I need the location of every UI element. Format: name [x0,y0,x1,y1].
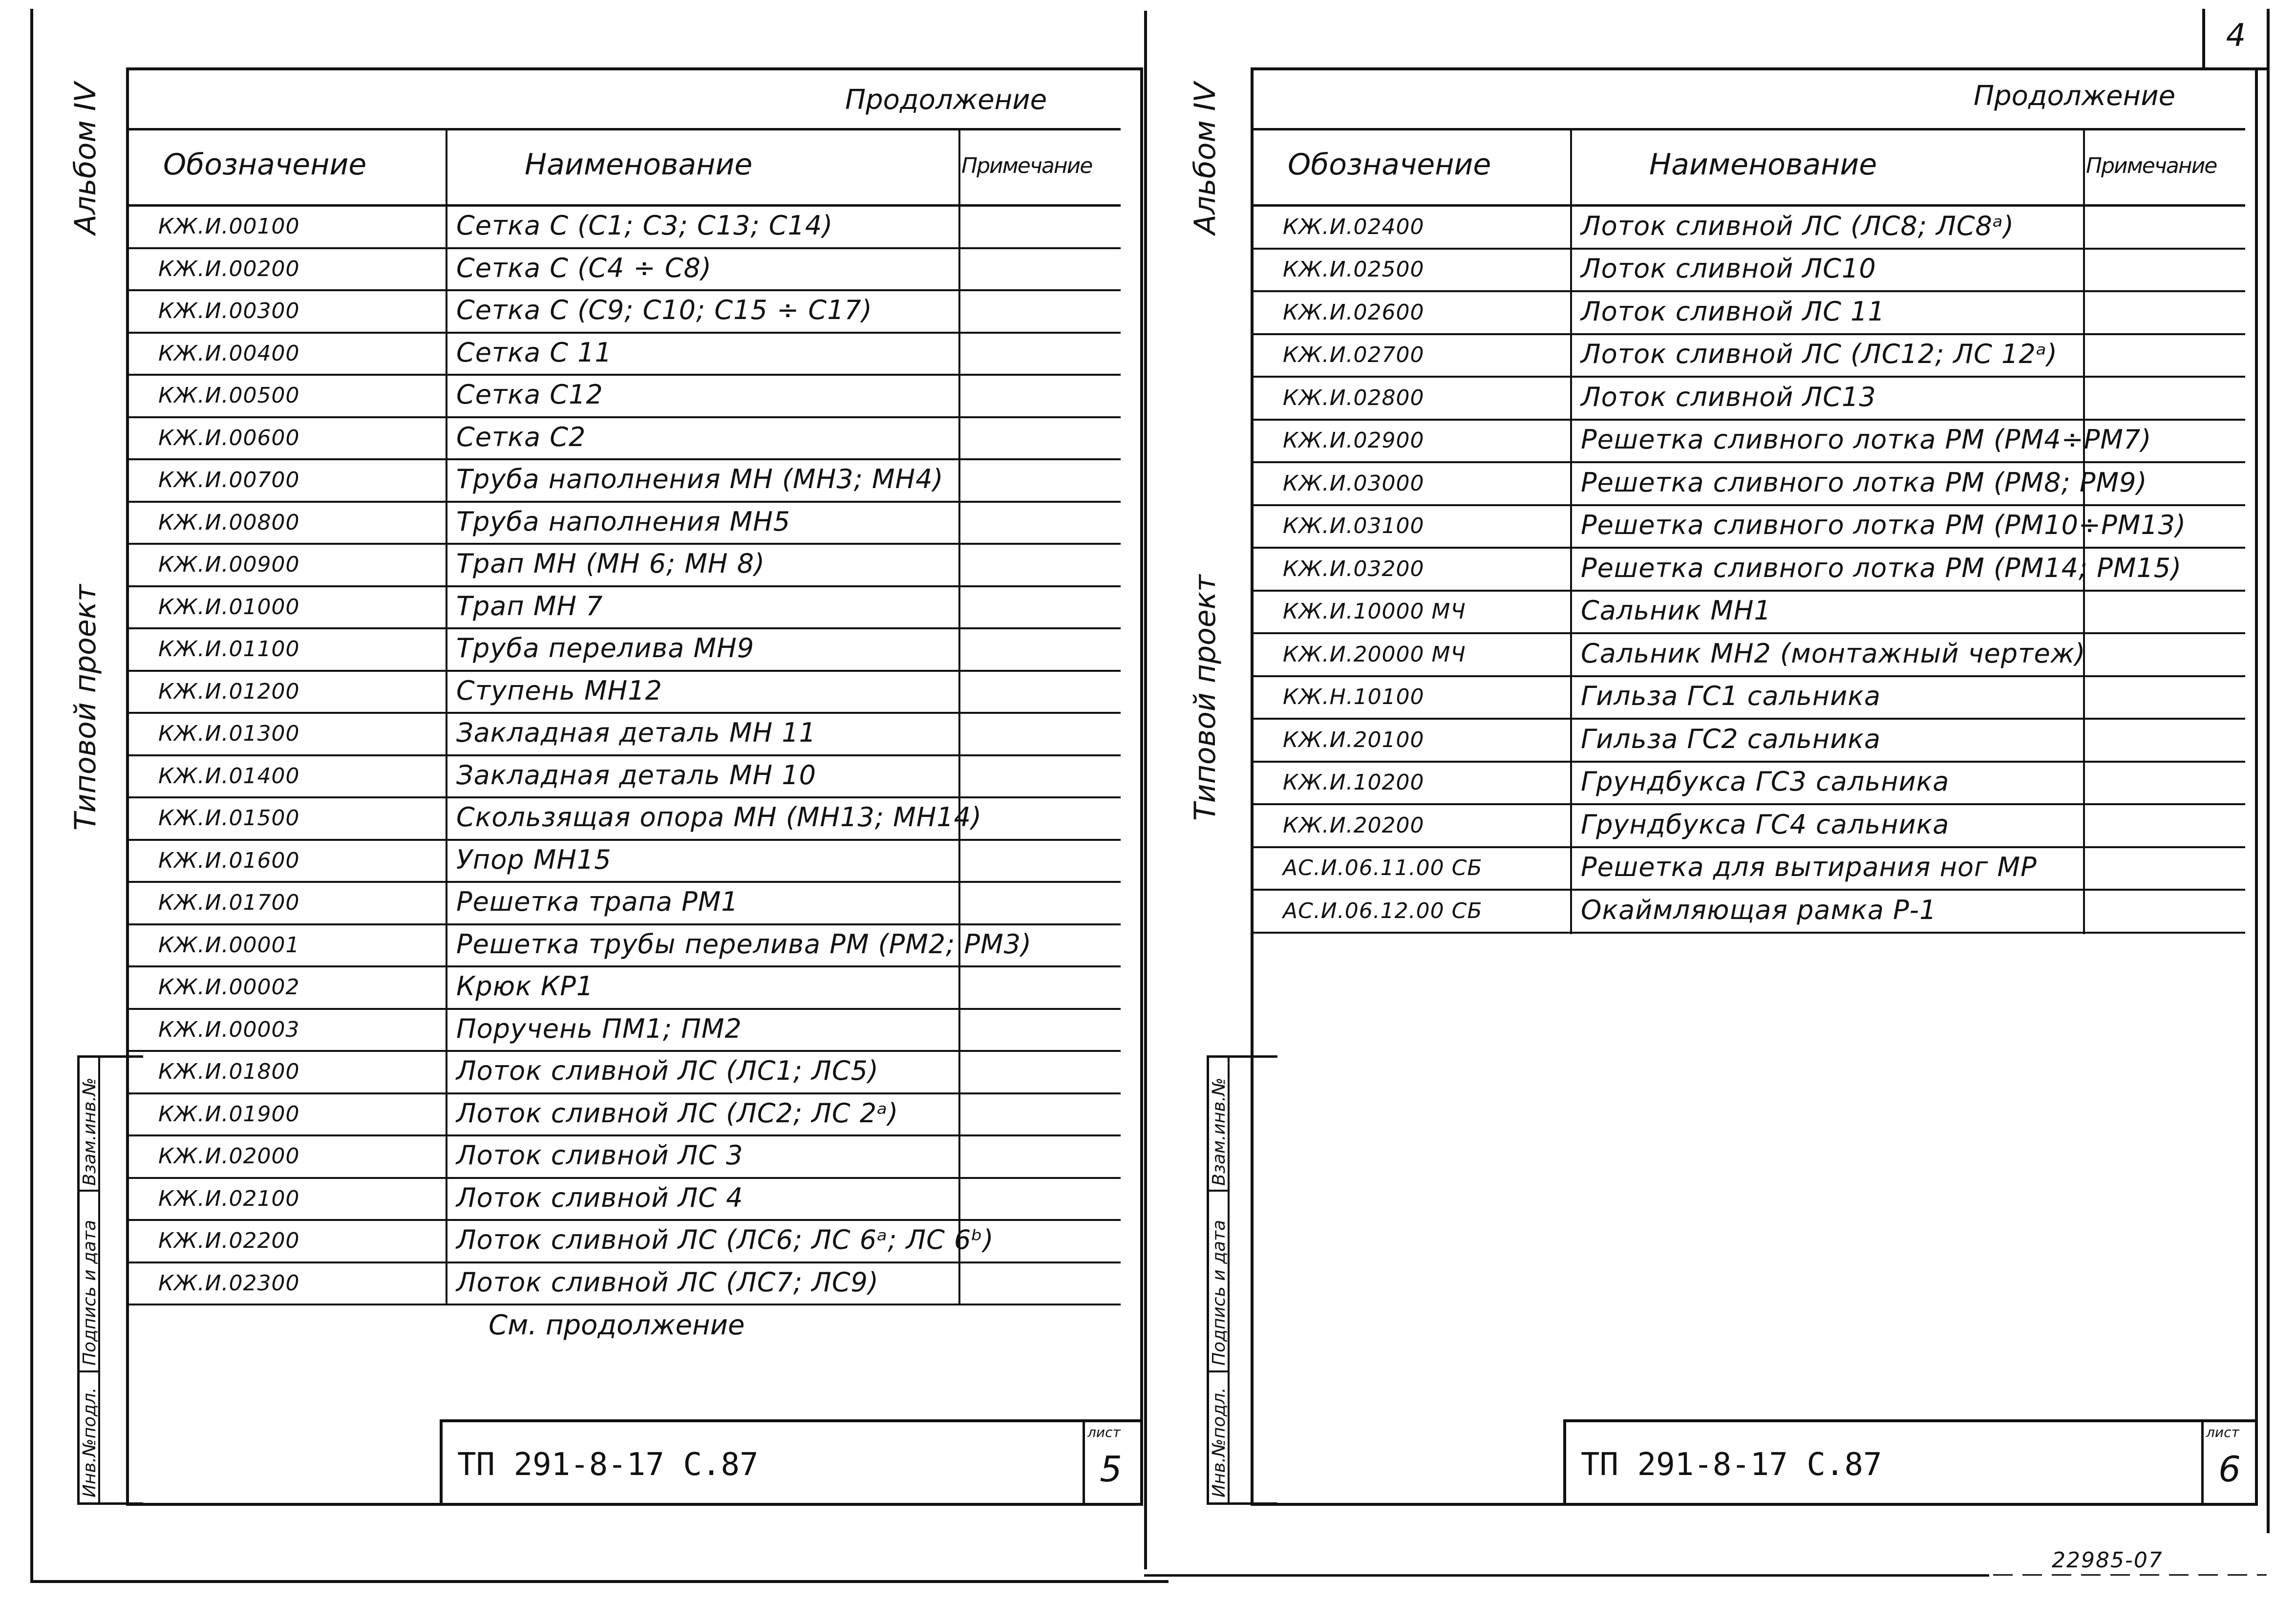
row-designation: КЖ.Н.10100 [1283,684,1424,710]
row-designation: КЖ.И.03200 [1283,556,1424,581]
row-designation: КЖ.И.20200 [1283,813,1424,838]
row-designation: КЖ.И.00300 [158,299,300,324]
row-designation: КЖ.И.00100 [158,214,300,239]
left-continuation-label: Продолжение [845,84,1047,116]
table-row [129,1179,1121,1221]
row-name: Окаймляющая рамка Р-1 [1581,894,1937,925]
outer-frame-bottom-left [30,1580,1169,1583]
row-designation: КЖ.И.00200 [158,256,300,281]
row-name: Гильза ГС2 сальника [1581,723,1881,754]
row-designation: КЖ.И.00800 [158,510,300,535]
row-designation: КЖ.И.01700 [158,890,300,916]
row-name: Сальник МН1 [1581,595,1771,626]
table-row [129,1221,1121,1263]
right-stamp-inv: Инв.№подл. [1209,1387,1229,1497]
row-name: Решетка сливного лотка РМ (РМ4÷РМ7) [1581,424,2152,455]
row-designation: КЖ.И.02600 [1283,299,1424,325]
row-designation: КЖ.И.02000 [158,1144,300,1169]
table-row [129,714,1121,756]
row-designation: КЖ.И.10200 [1283,770,1424,795]
row-name: Грундбукса ГС3 сальника [1581,766,1950,797]
row-name: Сальник МН2 (монтажный чертеж) [1581,638,2086,669]
right-sheet-number: 6 [2218,1449,2241,1490]
table-row [129,291,1121,334]
table-row [129,460,1121,503]
right-project-label: Типовой проект [1188,575,1222,821]
left-title-block [440,1419,1140,1505]
table-row [1254,848,2245,891]
table-row [129,1010,1121,1052]
table-row [129,207,1121,249]
table-row [129,249,1121,292]
row-name: Гильза ГС1 сальника [1581,681,1881,712]
row-designation: КЖ.И.01500 [158,806,300,831]
row-name: Сетка С (С1; С3; С13; С14) [456,210,833,241]
row-name: Лоток сливной ЛС 3 [456,1140,744,1171]
table-row [129,1136,1121,1179]
row-name: Лоток сливной ЛС (ЛС2; ЛС 2ᵃ) [456,1097,899,1129]
row-name: Упор МН15 [456,844,612,875]
row-name: Лоток сливной ЛС13 [1581,381,1876,412]
row-designation: КЖ.И.00002 [158,975,300,1000]
right-stamp-code: ТП 291-8-17 С.87 [1581,1447,1882,1483]
row-designation: КЖ.И.02900 [1283,428,1424,453]
row-name: Лоток сливной ЛС (ЛС8; ЛС8ᵃ) [1581,210,2015,241]
table-row [1254,378,2245,421]
left-stamp-replace: Взам.инв.№ [80,1077,100,1186]
row-designation: КЖ.И.00700 [158,468,300,493]
table-row [129,841,1121,883]
table-row [1254,763,2245,806]
right-continuation-label: Продолжение [1974,80,2176,112]
row-name: Решетка трапа РМ1 [456,886,739,918]
right-stamp-sign: Подпись и дата [1209,1219,1229,1366]
archive-number: 22985-07 [2052,1548,2163,1573]
table-row [129,756,1121,799]
left-see-continuation: См. продолжение [489,1309,745,1341]
row-designation: КЖ.И.02200 [158,1228,300,1254]
row-designation: АС.И.06.11.00 СБ [1283,855,1483,881]
row-name: Лоток сливной ЛС10 [1581,253,1876,284]
row-name: Решетка сливного лотка РМ (РМ10÷РМ13) [1581,510,2187,541]
row-designation: КЖ.И.00900 [158,552,300,577]
row-name: Сетка С (С4 ÷ С8) [456,252,712,283]
table-row [1254,421,2245,464]
outer-frame-bottom-dash [1993,1574,2267,1576]
table-row [129,1052,1121,1094]
outer-frame-bottom-right [1144,1574,1989,1577]
row-name: Лоток сливной ЛС (ЛС7; ЛС9) [456,1266,879,1298]
table-row [1254,592,2245,635]
row-designation: КЖ.И.01100 [158,637,300,662]
row-designation: КЖ.И.02700 [1283,342,1424,368]
table-row [1254,207,2245,250]
outer-frame-right [2267,9,2270,1533]
row-designation: КЖ.И.02300 [158,1270,300,1296]
row-name: Трап МН (МН 6; МН 8) [456,548,765,579]
sheet-divider [1144,11,1147,1569]
row-designation: КЖ.И.02800 [1283,385,1424,410]
row-designation: КЖ.И.20100 [1283,727,1424,752]
row-name: Труба перелива МН9 [456,633,755,664]
row-name: Сетка С (С9; С10; С15 ÷ С17) [456,295,872,326]
table-row [129,798,1121,841]
row-designation: КЖ.И.10000 МЧ [1283,599,1466,624]
row-name: Скользящая опора МН (МН13; МН14) [456,802,982,833]
left-stamp-code: ТП 291-8-17 С.87 [457,1447,759,1483]
right-title-block [1563,1419,2255,1505]
row-designation: КЖ.И.02400 [1283,214,1424,239]
right-header-name: Наименование [1649,148,1877,182]
table-row [129,629,1121,672]
right-sheet-label: лист [2206,1424,2239,1440]
table-row [129,1263,1121,1306]
right-album-label: Альбом IV [1188,82,1222,235]
row-name: Сетка С2 [456,421,586,452]
table-row [1254,292,2245,335]
row-name: Лоток сливной ЛС (ЛС12; ЛС 12ᵃ) [1581,339,2058,370]
row-designation: КЖ.И.01900 [158,1101,300,1127]
table-row [129,587,1121,630]
row-name: Ступень МН12 [456,675,662,706]
row-name: Сетка С 11 [456,337,612,368]
table-row [129,376,1121,418]
row-designation: КЖ.И.02100 [158,1186,300,1211]
corner-page-number: 4 [2226,18,2246,54]
row-designation: КЖ.И.01200 [158,679,300,704]
row-designation: КЖ.И.01800 [158,1059,300,1085]
right-stamp-replace: Взам.инв.№ [1209,1077,1229,1186]
left-header-note: Примечание [961,153,1092,178]
row-designation: КЖ.И.02500 [1283,257,1424,282]
row-designation: АС.И.06.12.00 СБ [1283,898,1483,923]
row-designation: КЖ.И.01300 [158,721,300,747]
row-designation: КЖ.И.00001 [158,932,300,958]
row-name: Лоток сливной ЛС 11 [1581,296,1885,327]
row-name: Трап МН 7 [456,590,603,621]
table-row [129,925,1121,968]
left-stamp-sign: Подпись и дата [80,1219,100,1366]
table-row [129,503,1121,545]
table-row [1254,463,2245,506]
row-name: Сетка С12 [456,379,603,410]
table-row [129,883,1121,925]
row-name: Крюк КР1 [456,971,594,1002]
row-name: Труба наполнения МН (МН3; МН4) [456,464,944,495]
table-row [1254,677,2245,720]
row-name: Закладная деталь МН 10 [456,759,816,791]
row-name: Решетка для вытирания ног МР [1581,852,2037,883]
table-row [1254,335,2245,378]
row-designation: КЖ.И.00400 [158,341,300,366]
left-header-name: Наименование [525,148,753,182]
row-name: Лоток сливной ЛС 4 [456,1182,744,1213]
row-designation: КЖ.И.20000 МЧ [1283,642,1466,667]
row-designation: КЖ.И.00500 [158,383,300,408]
row-designation: КЖ.И.01000 [158,594,300,620]
row-designation: КЖ.И.01400 [158,763,300,789]
row-name: Решетка сливного лотка РМ (РМ14; РМ15) [1581,552,2182,583]
table-row [129,418,1121,461]
table-row [1254,506,2245,549]
row-name: Лоток сливной ЛС (ЛС6; ЛС 6ᵃ; ЛС 6ᵇ) [456,1224,994,1256]
table-row [129,545,1121,587]
table-row [1254,549,2245,592]
left-sheet-number: 5 [1100,1449,1122,1490]
row-name: Решетка трубы перелива РМ (РМ2; РМ3) [456,928,1032,960]
row-name: Решетка сливного лотка РМ (РМ8; РМ9) [1581,467,2147,498]
row-designation: КЖ.И.00600 [158,425,300,450]
left-header-designation: Обозначение [163,148,367,182]
table-row [1254,891,2245,934]
right-header-designation: Обозначение [1288,148,1491,182]
row-designation: КЖ.И.01600 [158,848,300,873]
table-row [129,967,1121,1010]
table-row [1254,720,2245,763]
table-row [129,1094,1121,1137]
row-name: Поручень ПМ1; ПМ2 [456,1013,742,1044]
row-designation: КЖ.И.03000 [1283,471,1424,496]
left-sheet-label: лист [1087,1424,1121,1440]
table-row [129,334,1121,376]
left-album-label: Альбом IV [68,82,103,235]
row-name: Лоток сливной ЛС (ЛС1; ЛС5) [456,1055,879,1087]
table-row [129,672,1121,714]
left-stamp-inv: Инв.№подл. [80,1387,100,1497]
row-name: Грундбукса ГС4 сальника [1581,809,1950,840]
table-row [1254,634,2245,677]
left-project-label: Типовой проект [68,584,103,831]
right-header-note: Примечание [2086,153,2217,178]
table-row [1254,805,2245,848]
table-row [1254,250,2245,293]
row-designation: КЖ.И.03100 [1283,513,1424,539]
row-name: Закладная деталь МН 11 [456,717,816,749]
row-name: Труба наполнения МН5 [456,506,791,537]
row-designation: КЖ.И.00003 [158,1017,300,1042]
outer-frame-left [30,9,33,1582]
